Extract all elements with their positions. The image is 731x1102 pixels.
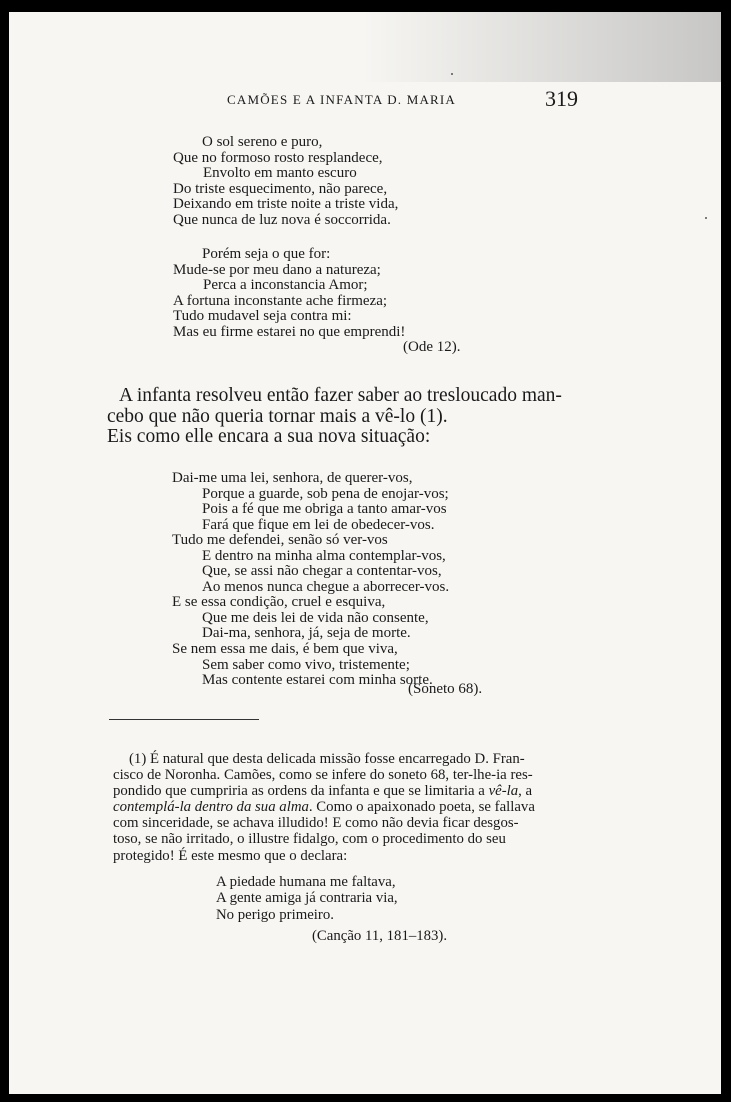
footnote-emphasis: vê-la: [488, 783, 519, 800]
verse-line: E dentro na minha alma contemplar-vos,: [202, 547, 446, 564]
verse-line: Porém seja o que for:: [202, 246, 331, 262]
footnote-emphasis: contemplá-la dentro da sua alma: [113, 799, 309, 816]
verse-line: Que nunca de luz nova é soccorrida.: [173, 211, 391, 228]
footnote-line: [113, 799, 535, 815]
verse-line: Pois a fé que me obriga a tanto amar-vos: [202, 501, 447, 518]
footnote-verse: [216, 874, 398, 923]
footnote-text: , a: [518, 783, 533, 800]
verse-line: Que me deis lei de vida não consente,: [202, 609, 429, 626]
verse-line: Do triste esquecimento, não parece,: [173, 180, 388, 197]
verse-line: O sol sereno e puro,: [202, 134, 323, 150]
footnote-line: toso, se não irritado, o illustre fidalgo, com o procedimento do seu: [113, 831, 506, 848]
ode-citation: (Ode 12).: [403, 339, 461, 355]
verse-line: A fortuna inconstante ache firmeza;: [173, 292, 388, 309]
verse-line: Fará que fique em lei de obedecer-vos.: [202, 516, 435, 533]
footnote-line: [113, 783, 535, 799]
verse-line: No perigo primeiro.: [216, 906, 334, 923]
verse-line: Mude-se por meu dano a natureza;: [173, 261, 381, 278]
footnote-line: com sinceridade, se achava illudido! E como não devia ficar desgos-: [113, 815, 519, 832]
verse-line: Mas contente estarei com minha sorte.: [202, 672, 433, 689]
verse-line: A piedade humana me faltava,: [216, 874, 396, 890]
verse-line: Tudo mudavel seja contra mi:: [173, 308, 352, 325]
scan-speck: [705, 217, 707, 219]
verse-line: Tudo me defendei, senão só ver-vos: [172, 532, 388, 549]
prose-line: cebo que não queria tornar mais a vê-lo (1).: [107, 405, 448, 427]
footnote-line: cisco de Noronha. Camões, como se infere do soneto 68, ter-lhe-ia res-: [113, 767, 533, 784]
sonnet-citation: (Soneto 68).: [408, 681, 483, 697]
scan-speck: [451, 73, 453, 75]
verse-line: A gente amiga já contraria via,: [216, 890, 398, 907]
ode-stanza-1: [173, 135, 398, 229]
verse-line: Mas eu firme estarei no que emprendi!: [173, 323, 406, 340]
book-page: [9, 12, 721, 1094]
footnote-line: protegido! É este mesmo que o declara:: [113, 847, 348, 864]
prose-line: Eis como elle encara a sua nova situação:: [107, 426, 431, 447]
verse-line: E se essa condição, cruel e esquiva,: [172, 594, 386, 611]
footnote-rule: [109, 719, 259, 720]
prose-line: A infanta resolveu então fazer saber ao tresloucado man-: [119, 385, 562, 406]
verse-line: Deixando em triste noite a triste vida,: [173, 196, 399, 213]
prose-paragraph: [107, 385, 562, 448]
verse-line: Perca a inconstancia Amor;: [203, 277, 368, 294]
verse-line: Ao menos nunca chegue a aborrecer-vos.: [202, 578, 450, 595]
running-title: CAMÕES E A INFANTA D. MARIA: [227, 92, 457, 107]
verse-line: Que no formoso rosto resplandece,: [173, 149, 383, 166]
verse-line: Se nem essa me dais, é bem que viva,: [172, 641, 398, 658]
footnote-text: pondido que cumpriria as ordens da infanta e que se limitaria a: [113, 783, 489, 800]
verse-line: Dai-ma, senhora, já, seja de morte.: [202, 625, 411, 642]
verse-line: Dai-me uma lei, senhora, de querer-vos,: [172, 470, 413, 486]
verse-line: Que, se assi não chegar a contentar-vos,: [202, 563, 442, 580]
sonnet: [172, 471, 449, 689]
footnote-line: (1) É natural que desta delicada missão fosse encarregado D. Fran-: [129, 751, 525, 767]
verse-line: Envolto em manto escuro: [203, 165, 357, 182]
ode-stanza-2: [173, 247, 405, 341]
scan-shadow: [361, 12, 721, 82]
footnote-citation: (Canção 11, 181–183).: [312, 928, 448, 944]
footnote: [113, 751, 535, 864]
page-number: 319: [545, 86, 578, 111]
verse-line: Porque a guarde, sob pena de enojar-vos;: [202, 485, 449, 502]
footnote-text: . Como o apaixonado poeta, se fallava: [308, 799, 535, 816]
verse-line: Sem saber como vivo, tristemente;: [202, 656, 410, 673]
